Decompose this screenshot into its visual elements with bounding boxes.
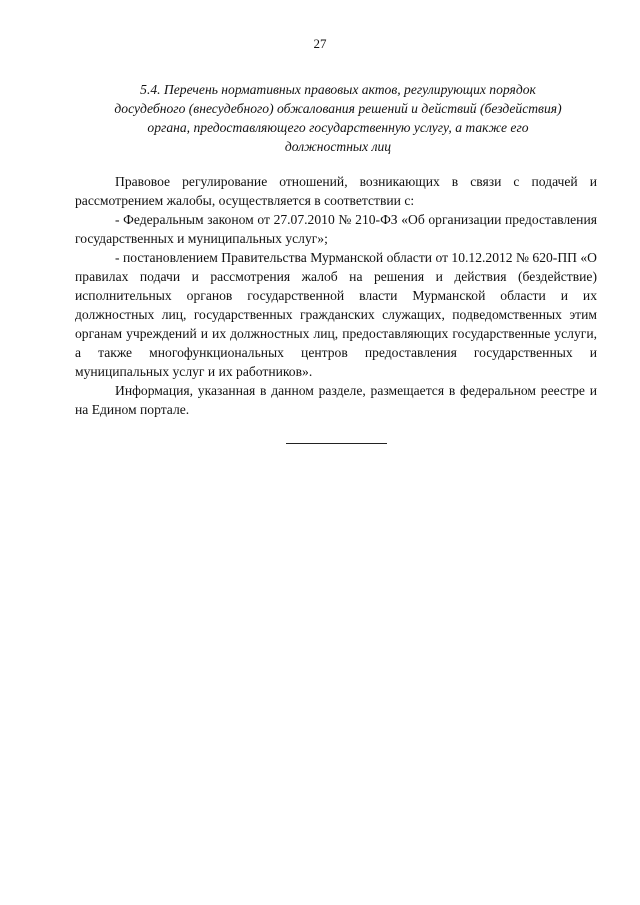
section-heading-line: органа, предоставляющего государственную услугу, а также его (147, 120, 529, 135)
section-heading-line: должностных лиц (284, 139, 392, 154)
page-number: 27 (313, 36, 327, 51)
document-body (75, 172, 597, 419)
intro-paragraph: Правовое регулирование отношений, возникающих в связи с подачей и рассмотрением жалобы, осуществляется в соответствии с: (75, 174, 597, 208)
section-end-divider (286, 443, 387, 444)
section-heading-line: 5.4. Перечень нормативных правовых актов, регулирующих порядок (140, 82, 536, 97)
federal-law-item: - Федеральным законом от 27.07.2010 № 210-ФЗ «Об организации предоставления государственных и муниципальных услуг»; (75, 212, 597, 246)
section-heading (88, 80, 588, 156)
government-resolution-item: - постановлением Правительства Мурманской области от 10.12.2012 № 620-ПП «О правилах подачи и рассмотрения жалоб на решения и действия (бездействие) исполнительных органов государственной власти Мурманской области и их должностных лиц, государственных гражданских служащих, подведомственных этим органам учреждений и их должностных лиц, предоставляющих государственные услуги, а также многофункциональных центров предоставления государственных и муниципальных услуг и их работников». (75, 250, 597, 379)
publication-info-paragraph: Информация, указанная в данном разделе, размещается в федеральном реестре и на Едином портале. (75, 383, 597, 417)
section-heading-line: досудебного (внесудебного) обжалования решений и действий (бездействия) (114, 101, 562, 116)
